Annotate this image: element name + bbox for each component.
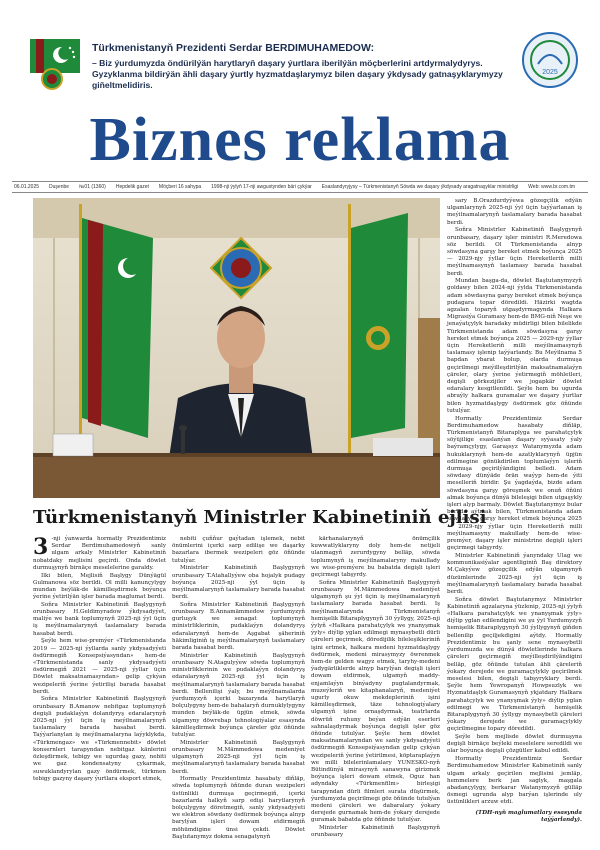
article-paragraph: Hormatly Prezidentimiz Serdar Berdimuhamedow hasabaty diňläp, Türkmenistanyň Bitaraplyga we parahatçylyk söýüjilige esaslanýan daşary syýasaty ýaly baýramçylygy, Garaşsyz Watanymyzda adam hukuklarynyň hem-de azatlyklarynyň üpjün edilmegine gönükdirilen toplumlaýyn işleriň durmuşa geçirilýändigini belledi. Adam söwdasy dünýäde örän waýyp hem-de ýiti meselleriň biridir. Şu ýagdaýda, bizde adam söwdasyna garşy göreşmek we onuň öňüni almak boýunça dünýä bileleşigi bilen utgaşykly işleri alyp barmaly. Döwlet Baştutanymyz bular barada aýtmak bilen, Türkmenistanda adam söwdasyna garşy hereket etmek boýunça 2025 — 2029-njy ýyllar üçin Hereketleriň milli meýilnamasyny makullady hem-de wise-premýer, daşary işler ministrine degişli işleri geçirmegi tabşyrdy. xyxy=(447,415,582,552)
issue-pages: Möçberi 16 sahypa xyxy=(158,184,202,190)
emblem-year-text: 2025 xyxy=(542,69,558,76)
issue-type: Hepdelik gazet xyxy=(115,184,149,190)
article-paragraph: 3 -nji ýanwarda hormatly Prezidentimiz Serdar Berdimuhamedowyň sanly ulgam arkaly Ministrler Kabinetiniň nobatdaky mejlisini geçirdi. Onda döwlet durmuşynyň birnäçe meselelerine garaldy. xyxy=(33,534,166,571)
article-paragraph: nebiti çuňňur gaýtadan işlemek, nebit önümlerini içerki sarp edilişe we daşarky bazarlara ibermek wezipeleri göz öňünde tutulýar. xyxy=(172,536,305,564)
article-paragraph: Hormatly Prezidentimiz Serdar Berdimuhamedow Ministrler Kabinetiniň sanly ulgam arkaly geçirilen mejlisini jemläp, hemmelere berk jan saglyk, maşgala abadançylygy, berkarar Watanymyzyň gülläp ösmegi ugrunda alyp barýan işlerinde uly üstünlikleri arzuw etdi. xyxy=(447,756,582,806)
article-paragraph: Ministrler Kabinetiniň Başlygynyň orunbasary N.Atagulyýew söwda toplumynyň ministrliklerinin we pudaklaýyn dolandyryş edaralarynyň 2025-nji ýyl üçin iş meýilnamalarynyň taslamalary barada hasabat berdi. Bellenilişi ýaly, bu meýilnamalarda ýurdumyzyň içerki bazarynda harytlaryň bolçulygyny hem-de bahalaryň durnuklylygyny munden beýläk-de üpjün etmek, söwda ulgamyny döwrebap tehnologiýalar esasynda kämilleşdirmek boýunça çäreler göz öňünde tutulýar. xyxy=(172,652,305,738)
article-column-3 xyxy=(311,536,440,846)
article-paragraph: kärhanalarynyň önümçilik kuwwatlyklaryny doly hem-de netijeli ulanmagyň zerurdygyny belläp, söwda toplumynyň iş meýilnamalaryny makullady we wise-premýere bu babatda degişli işleri geçirmegi tabşyrdy. xyxy=(311,536,440,579)
newspaper-masthead: Biznes reklama xyxy=(89,106,511,174)
issue-number: №01 (1360) xyxy=(79,184,106,190)
article-paragraph: Soňra Ministrler Kabinetiniň Başlygynyň orunbasary H.Geldimyradow ýkdysadyýet, maliýe we bank toplumynyň 2025-nji ýyl üçin iş meýilnamalarynyň taslamalary barada hasabat berdi. xyxy=(33,601,166,637)
article-paragraph: Ministrler Kabinetiniň Başlygynyň orunbasary M.Mämmedowa medeniýet ulgamynyň 2025-nji ýyl üçin iş meýilnamalarynyň taslamalary barada hasabat berdi. xyxy=(172,739,305,775)
banner-quote: – Biz ýurdumyzda öndürilýän harytlaryň daşary ýurtlara iberilýän möçberlerini artdyrmalydyrys. Gyzyklanma bildirýän ähli daşary ýurtly hyzmatdaşlarymyz bilen daşary ýkdysady gatnaşyklarymyzy giňeltmelidiris. xyxy=(92,58,503,90)
article-paragraph: Soňra Ministrler Kabinetiniň Başlygynyň orunbasary, daşary işler ministri R.Meredowa söz berildi. Ol Türkmenistanda alnyp söwdasyna garşy bereket etmek boýunça 2025 — 2029-njy ýyllar üçin Hereketleriň milli meýilnamasynyň taslamasy barada hasabat berdi. xyxy=(447,227,582,277)
issue-date: 06.01.2025 xyxy=(14,184,40,190)
article-paragraph: Ilki bilen, Mejlisiň Başlygy Dünýägül Gulmanowa söz berildi. Ol milli kanunçylygy mundan beýläk-de kämilleşdirmek boýunça ýerine ýetirilýän işler barada maglumat berdi. xyxy=(33,572,166,601)
article-paragraph: Ministrler Kabinetiniň ýanyndaky Ulag we kommunikasiýalar agentliginiň Baş direktory M.Çakyýew gözegçilik edýän ulgamynyň düzümlerinde 2025-nji ýyl üçin iş meýilnamalarynyň taslamalary barada hasabat berdi. xyxy=(447,552,582,595)
article-paragraph: Mundan başga-da, döwlet Baştutanymyzyň goldawy bilen 2024-nji ýylda Türkmenistanda adam söwdasyna garşy bereket etmek boýunça pudagara topar döredildi. Häzirki wagtda agzalan toparyň utgaşdyrmagynda Halkara Migrasiýa Guramasy hem-de BMG-niň Neşe we jenaýatçylyk baradaky müdirligi bilen bilelikde Türkmenistanda adam söwdasyna garşy hereket etmek boýunça 2025 — 2029-njy ýyllar üçin Hereketleriň milli meýilnamasynyň taslamasy işlenip taýýarlandy. Bu Meýilnama 5 bapdan ybarat bolup, olarda durmuşa geçirilmegi meýilleşdirilýän maksatnamalaýyn çäreler, olary ýerine ýetirmegiň möhletleri, degişli görkezijiler we jogapkär döwlet edaralary kesgitlenildi. Şeýle hem bu ugurda abraýly halkara guramalar we daşary ýurtlar bilen hyzmatdaşlygy ösdürmek göz öňünde tutulýar. xyxy=(447,278,582,414)
article-source-note: (TDH-nyň maglumatlary esasynda taýýarlandy). xyxy=(475,809,582,823)
article-paragraph: Soňra Ministrler Kabinetiniň Başlygynyň orunbasary B.Annamämmedow ýurdumyzyň gurluşyk we senagat toplumynyň ministrliklerinin, pudaklaýyn dolandyryş edaralarynyň hem-de Aşgabat şäheriniň häkimliginiň iş meýilnamalarynyň taslamalary barada hasabat berdi. xyxy=(172,601,305,652)
article-paragraph: Hormatly Prezidentimiz hasabaty diňläp, söwda toplumynyň öňünde duran wezipeleri üstünlikli durmuşa geçirmegiň, içerki bazarlarda halkyň sarp edişi harytlarynyň bolçulygyny döretmegiň, sanly ykdysadyýeti we elektron söwdany ösdürmek boýunça alnyp barylýan işleri dowam etdirmegiň möhümdigine ünsi çekdi. Döwlet Baştutanymyz dokma senagatynyň xyxy=(172,776,305,840)
article-headline: Türkmenistanyň Ministrler Kabinetiniň ejlisi xyxy=(33,507,487,528)
article-column-1 xyxy=(33,536,166,846)
article-column-2 xyxy=(172,536,305,846)
article-paragraph: Soňra döwlet Baştutanymyz Ministrler Kabinetiniň agzalaryna ýüzlenip, 2025-nji ýylyň «Halkara parahatçylyk we ynanyşmak ýyly» diýlip yglan edilendigini we şu ýyl Ýurdumyzyň hemişelik Bitaraplygynyň 30 ýyllygynyň giňden bellenilip geçiljekdigini aýtdy. Hormatly Prezidentimiz bu şanly sene mynasybetli ýurdumuzda we dünýä döwletlerinde halkara çäreleri geçirmegiň meýilleşdirilýändigini belläp, göz öňünde tutulan ähli çäreleriň ýokary derejede we guramaçylykly geçirilmek meselesi bilen, degişli tabşyryklary berdi. Şeýle hem Ýewropanyň Howpsuzlyk we Hyzmatdaşlyk Guramasynyň ykjatdary Halkara parahatçylyk we ynanyşmak ýyly» diýlip yglan edilmegi we Türkmenistanyň hemişelik Bitaraplygynyň 30 ýyllygy mynasybetli çäreleri ýokary derejede we guramaçylykly geçirilmegine topary döredildi. xyxy=(447,596,582,733)
article-paragraph: sary B.Orazdurdyýewa gözegçilik edýän ulgamlarynyň 2025-nji ýyl üçin taýýarlanan iş meýilnamalarynyň taslamalary barada hasabat berdi. xyxy=(447,198,582,226)
article-paragraph: Soňra Ministrler Kabinetiniň Başlygynyň orunbasary M.Mämmedowa medeniýet ulgamynyň şu ýyl üçin iş meýilnamalarynyň taslamalary barada hasabat berdi. Iş meýilnamalarynda Türkmenistanyň hemişelik Bitaraplygynyň 30 ýyllygy, 2025-nji ýylyň «Halkara parahatçylyk we ynanyşmak ýyly» diýlip yglan edilmegi mynasybetli dürli çäreleri geçirmek, döredijilik bileleşikleriniň işini ertmek, halkara medeni hyzmatdaşlygy ösdürmek, medeni mirasymyzy öwrenmek hem-de gelden wagyz etmek, taryhy-medeni ýadygärliklerde alnyp barylýan degişli işleri dowam etdirmek, ulgamyň maddy-enjamlaýyn binýadyny pugtalandyrmak, muzeýleriň we kitaphanalaryň, medeniýet ugurly okuw mekdepleriniň işini kämilleşdirmek, täze tehnologiýalary ulgamyň işine ornaşdyrmak, teatrlarda döwrüň ruhuny beýan edýän eserleri sahnalaşdyrmak boýunça degişli işler göz öňünde tutulýar. Şeýle hem döwlet maksatnamalaryndan we sanly ykdysadyýeti ösdürmegiň Konsepsiýasyndan gelip çykýan wezipeleriň ýerine ýetirilmesi, köptaraplaýyn we milli bilelerinlamalary YUNESKO-nyň Bütindünýä mirasynyň sanawyna girizmek boýunça işleri dowam etmek, Oguz han adyndaky «Türkmenfilm» birleşigi tarapyndan dürli filmleri surata düşürmek, ýurdumyzda geçirilmegi göz öňünde tutulýan medeni çäreleri we dabaralary ýokary derejede gurnamak hem-de ýokary derejede guramak babatda göz öňünde tutulýar. xyxy=(311,579,440,824)
issue-website: Web: www.br.com.tm xyxy=(528,184,576,190)
issue-founder: Esaslandyryjysy – Türkmenistanyň Söwda we daşary ýkdysady aragatnaşyklar ministrligi xyxy=(321,184,519,190)
issue-since: 1998-nji ýylyň 17-nji awgustynden bäri çykýar xyxy=(211,184,312,190)
drop-cap: 3 xyxy=(33,534,49,560)
article-paragraph: Şeýle hem mejlisde döwlet durmuşyna degişli birnäçe beýleki meselelere seredildi we olar boýunça degişli çözgütler kabul edildi. xyxy=(447,734,582,755)
article-paragraph: Soňra Ministrler Kabinetiniň Başlygynyň orunbasary B.Amanow nebitgaz toplumynyň degişli pudaklaýyn dolandyryş edaralarynyň 2025-nji ýyl üçin iş meýilnamalarynyň taslamalary barada hasabat berdi. Taýýarlanylan iş meýilnamalaryna laýyklykda, «Türkmengaz» we «Türkmennebit» döwlet konsernleri tarapyndan nebitgaz känlerini özleşdirmek, tebigy we ugurdaş gazy, nebiti we gaz kondensatyny çykarmak, suwuklandyrylan gazy öndürmek, türkmen tebigy gazyny daşary ýurtlara eksport etmek, xyxy=(33,696,166,782)
article-paragraph: Ministrler Kabinetiniň Başlygynyň orunbasary T.Atahallyýew oba hojalyk pudagy boýunça 2025-nji ýyl üçin iş meýilnamalarynyň taslamalary barada hasabat berdi. xyxy=(172,565,305,601)
article-paragraph: Ministrler Kabinetiniň Başlygynyň orunbasary xyxy=(311,825,440,839)
flag-emblem-icon xyxy=(30,35,85,90)
article-column-4 xyxy=(447,198,582,838)
president-photo xyxy=(33,198,440,498)
issue-weekday: Duşenbe xyxy=(49,184,70,190)
issue-info-line xyxy=(12,181,588,193)
banner-headline: Türkmenistanyň Prezidenti Serdar BERDIMUHAMEDOW: xyxy=(92,42,375,54)
article-paragraph: Şeýle hem wise-premýer «Türkmenistanda 2019 — 2025-nji ýyllarda sanly ykdysadyýeti ösdürmegiň Konsepsiýasyndan» hem-de «Türkmenistanda sanly ykdysadyýeti ösdürmegiň 2021 — 2025-nji ýyllar üçin Döwlet maksatnamasyndan» gelip çykýan wezipeleriň ýerine ýetirilişi barada hasabat berdi. xyxy=(33,638,166,695)
year-emblem-icon xyxy=(520,30,580,90)
